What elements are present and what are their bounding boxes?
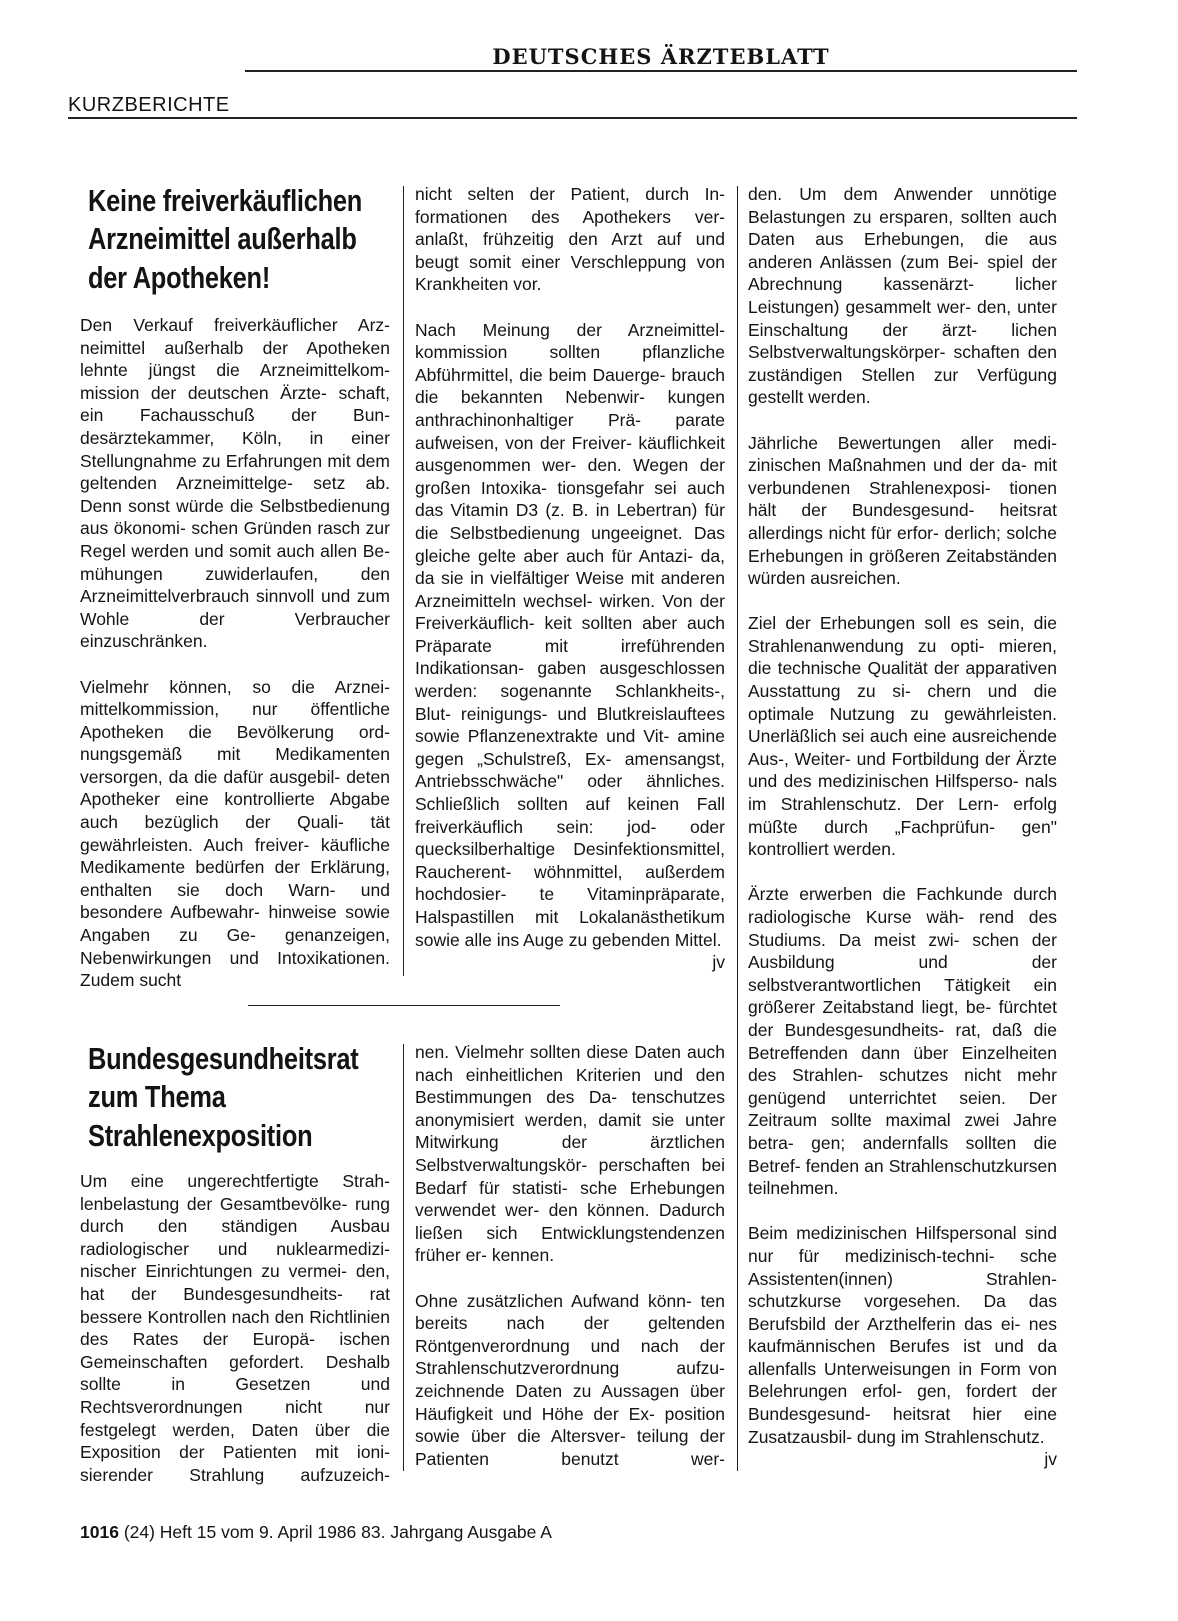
masthead-rule <box>245 70 1077 72</box>
issue-info: (24) Heft 15 vom 9. April 1986 83. Jahrgang Ausgabe A <box>123 1522 552 1542</box>
article2-column2 <box>415 1041 725 1470</box>
masthead: DEUTSCHES ÄRZTEBLATT <box>492 44 830 69</box>
page-footer <box>80 1522 552 1543</box>
article2-col2-para1: nen. Vielmehr sollten diese Daten auch nach einheitlichen Kriterien und den Bestimmungen des Da- tenschutzes anonymisiert werden, damit sie unter Mitwirkung der ärztlichen Selbstverwaltungskör- perschaften bei Bedarf für statisti- sche Erhebungen verwendet wer- den können. Dadurch ließen sich Entwicklungstendenzen früher er- kennen. <box>415 1042 725 1266</box>
article2-col2-para2: Ohne zusätzlichen Aufwand könn- ten bereits nach der geltenden Röntgenverordnung und nach der Strahlenschutzverordnung aufzu- zeichnende Daten zu Aussagen über Häufigkeit und Höhe der Ex- position sowie über die Altersver- teilung der Patienten benutzt wer- <box>415 1290 725 1469</box>
article2-headline: Bundesgesundheitsrat zum Thema Strahlenexposition <box>88 1041 359 1153</box>
article2-col3-para5 <box>748 1222 1057 1470</box>
article2-col3-para4: Ärzte erwerben die Fachkunde durch radiologische Kurse wäh- rend des Studiums. Da meist zwi- schen der Ausbildung und der selbstverantwortlichen Tätigkeit ein größerer Zeitabstand liegt, be- fürchtet der Bundesgesundheits- rat, daß die Betreffenden dann über Einzelheiten des Strahlen- schutzes nicht mehr genügend unterrichtet seien. Der Zeitraum sollte maximal zwei Jahre betra- gen; andernfalls sollten die Betref- fenden an Strahlenschutzkursen teilnehmen. <box>748 884 1057 1199</box>
article1-col2-para1: nicht selten der Patient, durch In- formationen des Apothekers ver- anlaßt, frühzeitig den Arzt auf und beugt somit einer Verschleppung von Krankheiten vor. <box>415 184 725 295</box>
article1-col2-para2-text: Nach Meinung der Arzneimittel- kommission sollten pflanzliche Abführmittel, die beim Dauerge- brauch die bekannten Nebenwir- kungen anthrachinonhaltiger Prä- parate aufweisen, von der Freiver- käuflichkeit ausgenommen wer- den. Wegen der großen Intoxika- tionsgefahr sei auch das Vitamin D3 (z. B. in Lebertran) für die Selbstbedienung ungeeignet. Das gleiche gelte aber auch für Antazi- da, da sie in vielfältiger Weise mit anderen Arzneimitteln wechsel- wirken. Von der Freiverkäuflich- keit sollten aber auch Präparate mit irreführenden Indikationsan- gaben ausgeschlossen werden: sogenannte Schlankheits-, Blut- reinigungs- und Blutkreislauftees sowie Pflanzenextrakte und Vit- amine gegen „Schulstreß, Ex- amensangst, Antriebsschwäche" oder ähnliches. Schließlich sollten auf keinen Fall freiverkäuflich sein: jod- oder quecksilberhaltige Desinfektionsmittel, Raucherent- wöhnmittel, außerdem hochdosier- te Vitaminpräparate, Halspastillen mit Lokalanästhetikum sowie alle ins Auge zu gebenden Mittel. <box>415 319 725 950</box>
article2-col1-para1: Um eine ungerechtfertigte Strah- lenbelastung der Gesamtbevölke- rung durch den ständigen Ausbau radiologischer und nuklearmedizi- nischer Einrichtungen zu vermei- den, hat der Bundesgesundheits- rat bessere Kontrollen nach den Richtlinien des Rates der Europä- ischen Gemeinschaften gefordert. Deshalb sollte in Gesetzen und Rechtsverordnungen nicht nur festgelegt werden, Daten über die Exposition der Patienten mit ioni- sierender Strahlung aufzuzeich- <box>80 1171 390 1485</box>
article1-column2 <box>415 183 725 974</box>
article2-column-divider-1 <box>403 1044 404 1471</box>
article2-column1 <box>80 1170 390 1486</box>
article2-column3 <box>748 183 1057 1471</box>
article2-col3-para5-text: Beim medizinischen Hilfspersonal sind nur für medizinisch-techni- sche Assistenten(innen) Strahlen- schutzkurse vorgesehen. Da das Berufsbild der Arzthelferin das ei- nes kaufmännischen Berufes ist und da allenfalls Unterweisungen in Form von Belehrungen erfol- gen, fordert der Bundesgesund- heitsrat hier eine Zusatzausbil- dung im Strahlenschutz. <box>748 1223 1057 1447</box>
page-number: 1016 <box>80 1522 119 1542</box>
article1-column-divider-1 <box>403 186 404 976</box>
article2-col3-para1: den. Um dem Anwender unnötige Belastungen zu ersparen, sollten auch Daten aus Erhebungen, die aus anderen Anlässen (zum Bei- spiel der Abrechnung kassenärzt- licher Leistungen) gesammelt wer- den, unter Einschaltung der ärzt- lichen Selbstverwaltungskörper- schaften den zuständigen Stellen zur Verfügung gestellt werden. <box>748 184 1057 408</box>
article1-headline: Keine freiverkäuflichen Arzneimittel außerhalb der Apotheken! <box>88 183 363 295</box>
article2-signature: jv <box>1044 1449 1057 1470</box>
section-label: KURZBERICHTE <box>68 94 230 116</box>
article1-signature: jv <box>712 952 725 973</box>
article2-col3-para3: Ziel der Erhebungen soll es sein, die Strahlenanwendung zu opti- mieren, die technische Qualität der apparativen Ausstattung zu si- chern und die optimale Nutzung zu gewährleisten. Unerläßlich sei auch eine ausreichende Aus-, Weiter- und Fortbildung der Ärzte und des medizinischen Hilfsperso- nals im Strahlenschutz. Der Lern- erfolg müßte durch „Fachprüfun- gen" kontrolliert werden. <box>748 613 1057 860</box>
article1-col1-para2: Vielmehr können, so die Arznei- mittelkommission, nur öffentliche Apotheken die Bevölkerung ord- nungsgemäß mit Medikamenten versorgen, da die dafür ausgebil- deten Apotheker eine kontrollierte Abgabe auch bezüglich der Quali- tät gewährleisten. Auch freiver- käufliche Medikamente bedürfen der Erklärung, enthalten sie doch Warn- und besondere Aufbewahr- hinweise sowie Angaben zu Ge- genanzeigen, Nebenwirkungen und Intoxikationen. Zudem sucht <box>80 676 390 991</box>
article1-column1 <box>80 314 390 992</box>
column-divider-2 <box>737 186 738 1471</box>
article1-col1-para1: Den Verkauf freiverkäuflicher Arz- neimittel außerhalb der Apotheken lehnte jüngst die Arzneimittelkom- mission der deutschen Ärzte- schaft, ein Fachausschuß der Bun- desärztekammer, Köln, in einer Stellungnahme zu Erfahrungen mit dem geltenden Arzneimittelge- setz ab. Denn sonst würde die Selbstbedienung aus ökonomi- schen Gründen rasch zur Regel werden und somit auch allen Be- mühungen zuwiderlaufen, den Arzneimittelverbrauch sinnvoll und zum Wohle der Verbraucher einzuschränken. <box>80 315 390 652</box>
article2-col3-para2: Jährliche Bewertungen aller medi- zinischen Maßnahmen und der da- mit verbundenen Strahlenexposi- tionen hält der Bundesgesund- heitsrat allerdings nicht für erfor- derlich; solche Erhebungen in größeren Zeitabständen würden ausreichen. <box>748 432 1057 589</box>
section-rule <box>68 117 1077 119</box>
article1-col2-para2 <box>415 319 725 973</box>
article-separator-rule <box>248 1005 560 1006</box>
